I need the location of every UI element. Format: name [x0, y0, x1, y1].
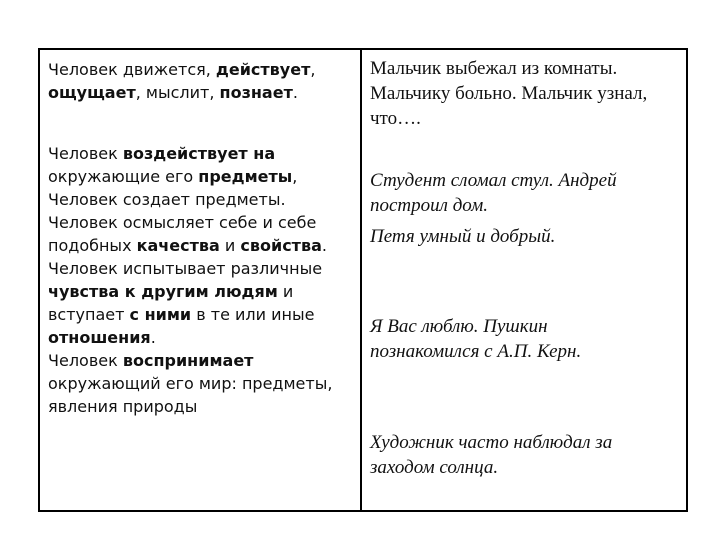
- right-block-4: Я Вас люблю. Пушкин познакомился с А.П. Керн.: [370, 316, 582, 362]
- right-column: [362, 50, 686, 510]
- left-block-1: Человек движется, действует, ощущает, мыслит, познает.: [48, 60, 316, 102]
- right-block-1: Мальчик выбежал из комнаты. Мальчику больно. Мальчик узнал, что….: [370, 58, 648, 129]
- left-column: [40, 50, 362, 510]
- right-block-3: Петя умный и добрый.: [370, 226, 556, 247]
- right-block-5: Художник часто наблюдал за заходом солнца.: [370, 432, 613, 478]
- right-block-2: Студент сломал стул. Андрей построил дом.: [370, 170, 617, 216]
- left-block-2: Человек воздействует на окружающие его предметы, Человек создает предметы. Человек осмысляет себе и себе подобных качества и свойства. Человек испытывает различные чувства к другим людям и вступает с ними в те или иные отношения. Человек воспринимает окружающий его мир: предметы, явления природы: [48, 144, 333, 416]
- comparison-table: [38, 48, 688, 512]
